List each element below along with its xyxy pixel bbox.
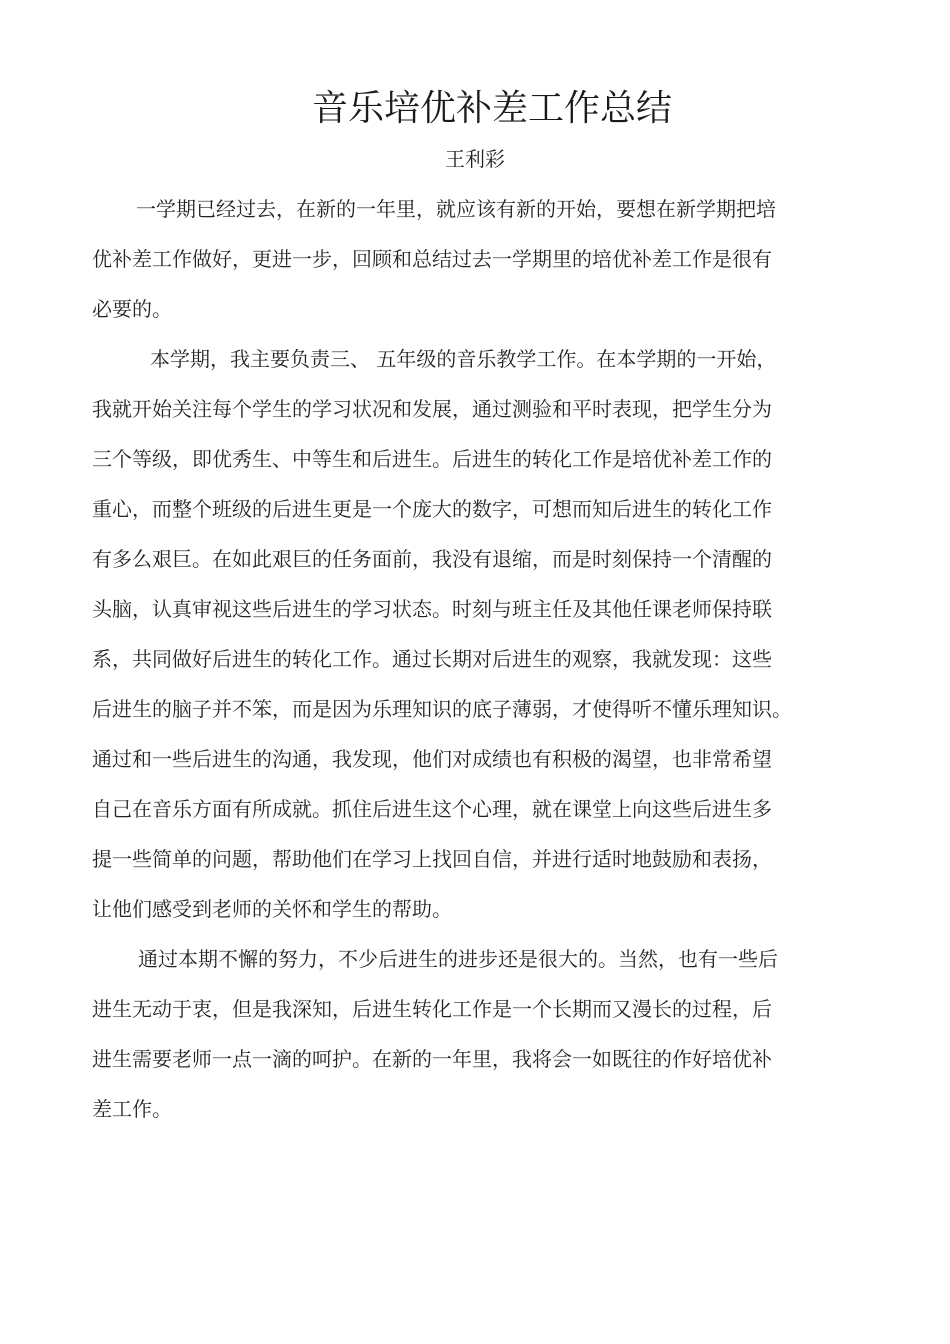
paragraph-line: 后进生的脑子并不笨，而是因为乐理知识的底子薄弱，才使得听不懂乐理知识。 xyxy=(92,697,792,721)
paragraph-line: 三个等级，即优秀生、中等生和后进生。后进生的转化工作是培优补差工作的 xyxy=(92,447,772,471)
paragraph-line: 通过和一些后进生的沟通，我发现，他们对成绩也有积极的渴望，也非常希望 xyxy=(92,747,772,771)
paragraph-line: 系，共同做好后进生的转化工作。通过长期对后进生的观察，我就发现：这些 xyxy=(92,647,772,671)
paragraph-1 xyxy=(92,190,862,340)
paragraph-line: 有多么艰巨。在如此艰巨的任务面前，我没有退缩，而是时刻保持一个清醒的 xyxy=(92,547,772,571)
paragraph-3 xyxy=(92,940,862,1140)
paragraph-line: 必要的。 xyxy=(92,297,172,321)
paragraph-2 xyxy=(92,340,862,940)
paragraph-line: 重心，而整个班级的后进生更是一个庞大的数字，可想而知后进生的转化工作 xyxy=(92,497,772,521)
paragraph-line: 差工作。 xyxy=(92,1097,172,1121)
paragraph-line: 提一些简单的问题，帮助他们在学习上找回自信，并进行适时地鼓励和表扬， xyxy=(92,847,772,871)
paragraph-line: 通过本期不懈的努力，不少后进生的进步还是很大的。当然，也有一些后 xyxy=(138,947,778,971)
document-body xyxy=(92,190,862,1140)
document-author: 王利彩 xyxy=(445,147,505,171)
paragraph-line: 一学期已经过去，在新的一年里，就应该有新的开始，要想在新学期把培 xyxy=(136,197,776,221)
paragraph-line: 我就开始关注每个学生的学习状况和发展，通过测验和平时表现，把学生分为 xyxy=(92,397,772,421)
paragraph-line: 进生需要老师一点一滴的呵护。在新的一年里，我将会一如既往的作好培优补 xyxy=(92,1047,772,1071)
paragraph-line: 头脑，认真审视这些后进生的学习状态。时刻与班主任及其他任课老师保持联 xyxy=(92,597,772,621)
paragraph-line: 进生无动于衷，但是我深知，后进生转化工作是一个长期而又漫长的过程，后 xyxy=(92,997,772,1021)
document-title: 音乐培优补差工作总结 xyxy=(311,88,672,129)
paragraph-line: 优补差工作做好，更进一步，回顾和总结过去一学期里的培优补差工作是很有 xyxy=(92,247,772,271)
paragraph-line: 本学期，我主要负责三、 五年级的音乐教学工作。在本学期的一开始， xyxy=(150,347,777,371)
paragraph-line: 让他们感受到老师的关怀和学生的帮助。 xyxy=(92,897,452,921)
paragraph-line: 自己在音乐方面有所成就。抓住后进生这个心理，就在课堂上向这些后进生多 xyxy=(92,797,772,821)
